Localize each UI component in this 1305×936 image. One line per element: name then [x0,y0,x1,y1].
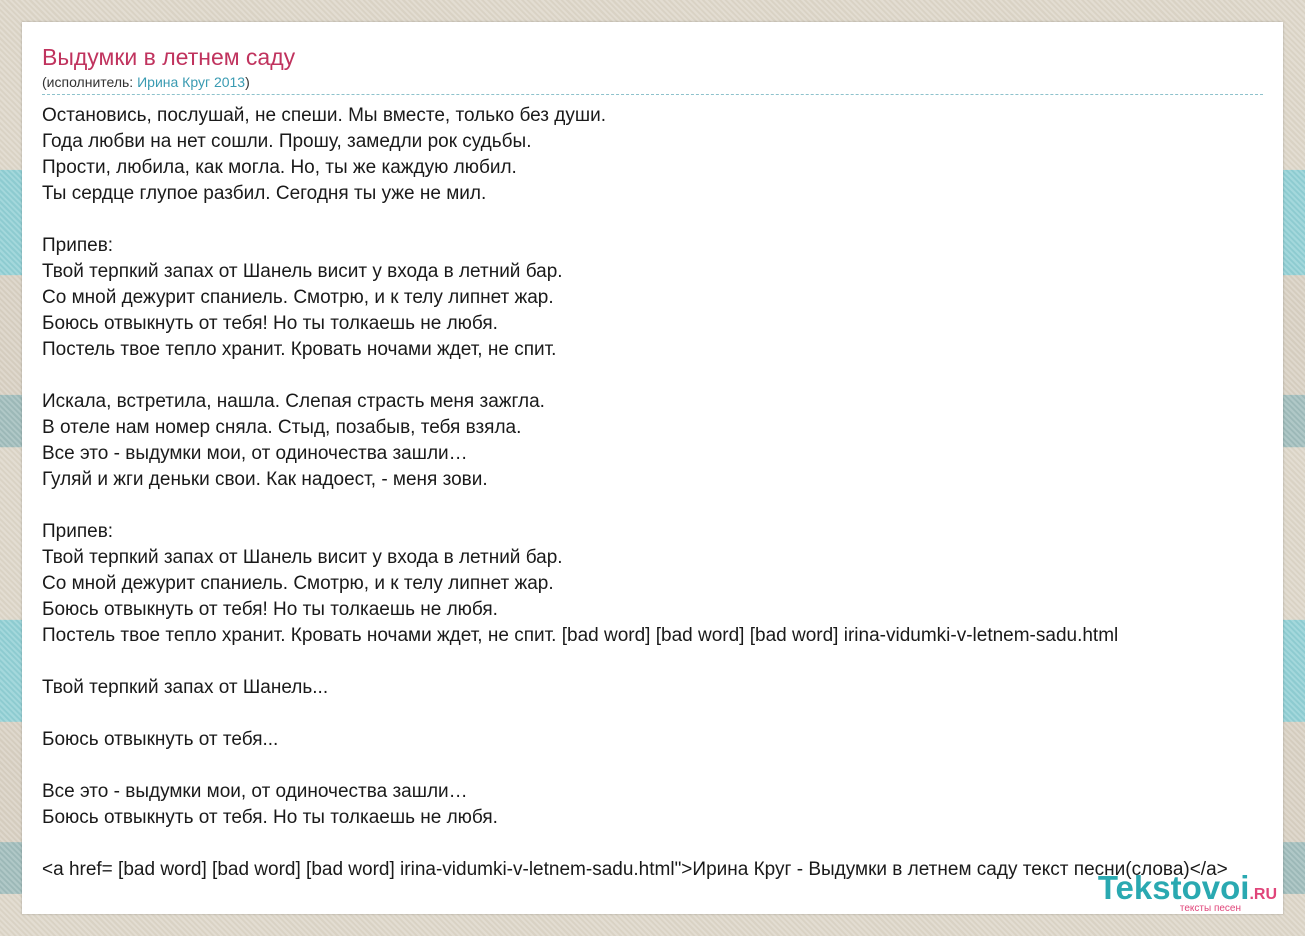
artist-link[interactable]: Ирина Круг 2013 [137,74,246,90]
lyrics-line: Постель твое тепло хранит. Кровать ночами ждет, не спит. [42,339,557,360]
lyrics-line: Со мной дежурит спаниель. Смотрю, и к телу липнет жар. [42,573,554,594]
lyrics-line: Припев: [42,521,114,542]
lyrics-line: Твой терпкий запах от Шанель... [42,677,329,698]
artist-suffix: ) [245,74,250,90]
lyrics-line: Твой терпкий запах от Шанель висит у входа в летний бар. [42,547,563,568]
lyrics-line [42,207,1305,233]
lyrics-line [42,363,1305,389]
lyrics-line: Прости, любила, как могла. Но, ты же каждую любил. [42,157,517,178]
lyrics-body [42,103,1305,883]
lyrics-line [42,831,1305,857]
lyrics-line: Искала, встретила, нашла. Слепая страсть меня зажгла. [42,391,545,412]
lyrics-line: Все это - выдумки мои, от одиночества зашли… [42,443,468,464]
lyrics-line [42,753,1305,779]
lyrics-line: Твой терпкий запах от Шанель висит у входа в летний бар. [42,261,563,282]
logo-tagline: тексты песен [1179,903,1241,914]
logo-tld: .RU [1249,886,1277,903]
lyrics-line: <a href= [bad word] [bad word] [bad word] irina-vidumki-v-letnem-sadu.html">Ирина Круг - Выдумки в летнем саду текст песни(слова)</a> [42,859,1228,880]
lyrics-line [42,701,1305,727]
lyrics-line: Боюсь отвыкнуть от тебя! Но ты толкаешь не любя. [42,313,498,334]
lyrics-line: Боюсь отвыкнуть от тебя. Но ты толкаешь не любя. [42,807,498,828]
lyrics-line: В отеле нам номер сняла. Стыд, позабыв, тебя взяла. [42,417,522,438]
lyrics-line: Постель твое тепло хранит. Кровать ночами ждет, не спит. [bad word] [bad word] [bad word] irina-vidumki-v-letnem-sadu.html [42,625,1119,646]
content-card [22,22,1283,914]
page-title: Выдумки в летнем саду [42,44,296,70]
lyrics-line [42,493,1305,519]
logo-text: Tekstovoi [1097,869,1250,906]
lyrics-line: Со мной дежурит спаниель. Смотрю, и к телу липнет жар. [42,287,554,308]
artist-line [42,72,1263,92]
lyrics-line: Ты сердце глупое разбил. Сегодня ты уже не мил. [42,183,487,204]
lyrics-line [42,649,1305,675]
song-header [42,42,1263,95]
artist-prefix: (исполнитель: [42,74,138,90]
site-logo[interactable] [1097,869,1277,914]
lyrics-line: Боюсь отвыкнуть от тебя... [42,729,279,750]
header-divider [42,94,1263,95]
lyrics-line: Боюсь отвыкнуть от тебя! Но ты толкаешь не любя. [42,599,498,620]
lyrics-line: Гуляй и жги деньки свои. Как надоест, - меня зови. [42,469,488,490]
lyrics-line: Остановись, послушай, не спеши. Мы вместе, только без души. [42,105,606,126]
lyrics-line: Года любви на нет сошли. Прошу, замедли рок судьбы. [42,131,532,152]
lyrics-line: Припев: [42,235,114,256]
lyrics-line: Все это - выдумки мои, от одиночества зашли… [42,781,468,802]
